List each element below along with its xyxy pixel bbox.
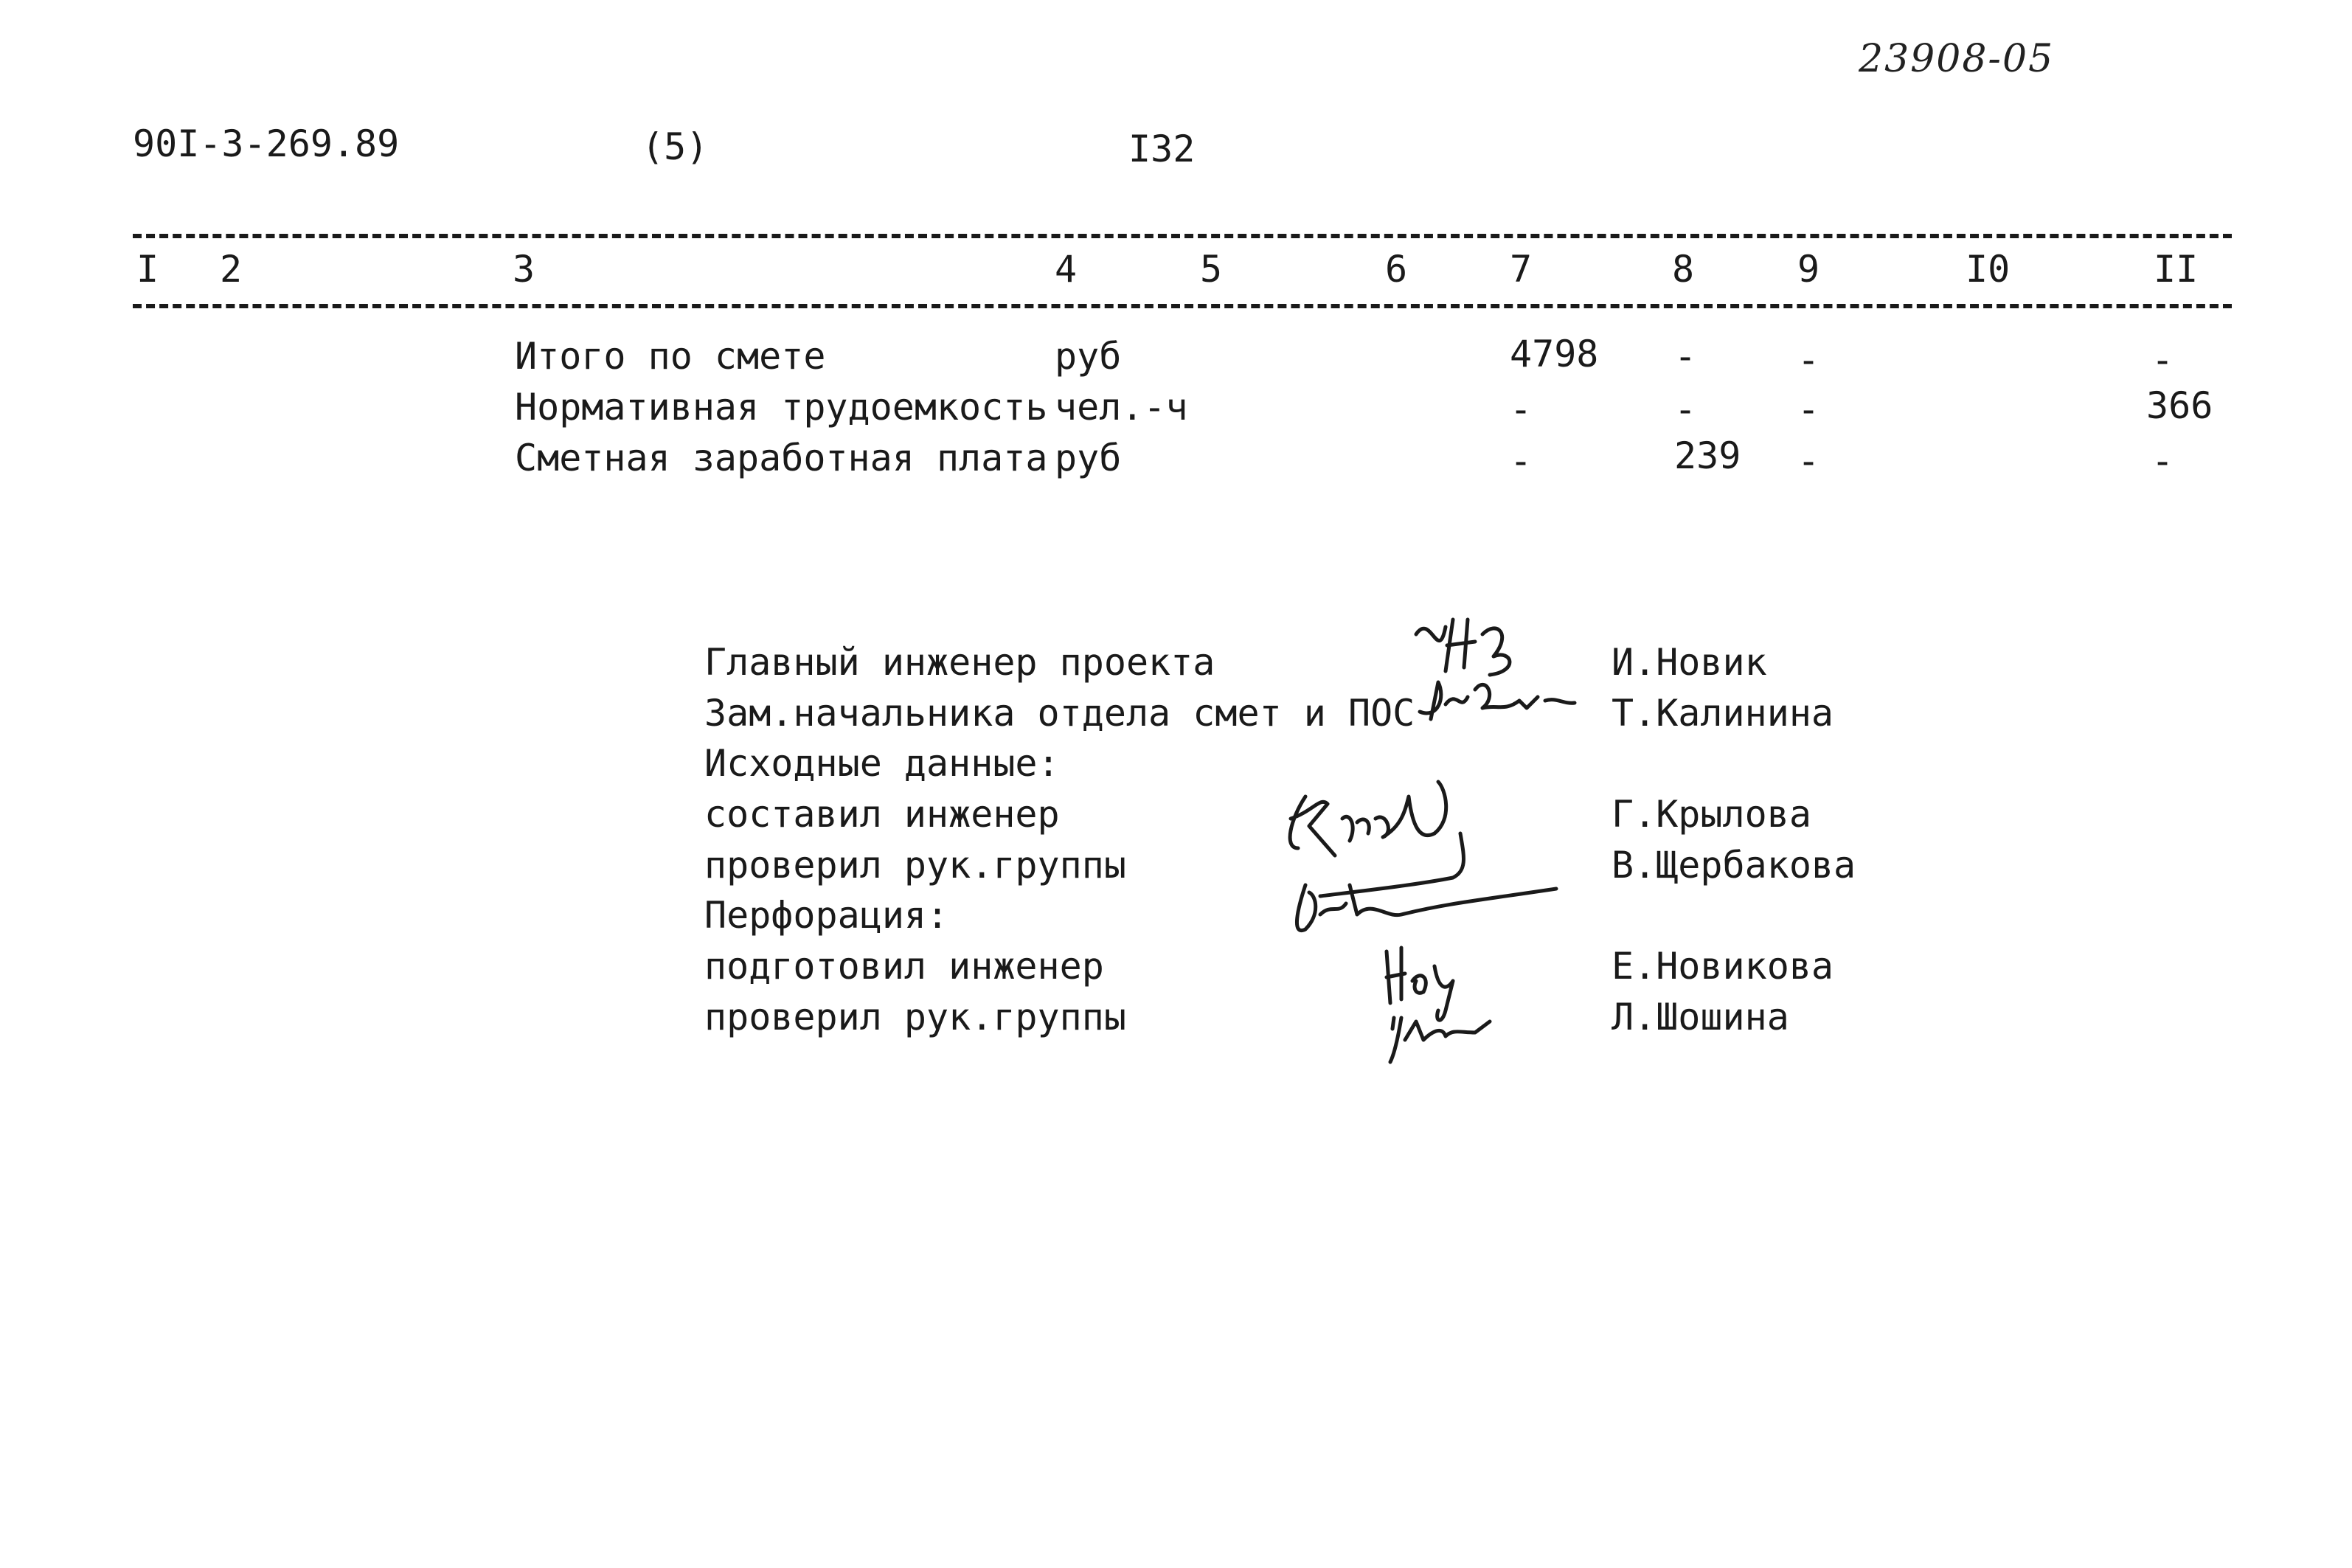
signature-role: Перфорация: — [704, 894, 949, 937]
column-header: 8 — [1672, 248, 1695, 291]
signature-role: составил инженер — [704, 793, 1060, 836]
row-name: Итого по смете — [515, 335, 826, 378]
signature-role: проверил рук.группы — [704, 844, 1126, 887]
column-header: 5 — [1200, 248, 1223, 291]
signature-role: проверил рук.группы — [704, 996, 1126, 1038]
row-col11: 366 — [2146, 384, 2213, 427]
row-col7: 4798 — [1510, 333, 1599, 375]
column-header: I — [136, 248, 159, 291]
table-top-rule — [133, 234, 2232, 238]
signature-scribble — [1372, 937, 1534, 1069]
row-col11: - — [2151, 339, 2174, 381]
row-col9: - — [1797, 440, 1820, 482]
signature-role: Главный инженер проекта — [704, 641, 1215, 684]
row-col8: 239 — [1674, 434, 1741, 477]
archive-number: 23908-05 — [1859, 37, 2055, 81]
signature-role: Исходные данные: — [704, 742, 1060, 785]
row-col7: - — [1510, 440, 1533, 482]
page-number: I32 — [1128, 128, 1196, 170]
signature-name: Т.Калинина — [1612, 692, 1834, 735]
signature-name: И.Новик — [1612, 641, 1767, 684]
column-header: 7 — [1510, 248, 1533, 291]
row-col11: - — [2151, 440, 2174, 482]
signature-name: Л.Шошина — [1612, 996, 1789, 1038]
column-header: I0 — [1966, 248, 2011, 291]
signature-scribble — [1416, 667, 1593, 734]
row-unit: руб — [1055, 437, 1122, 479]
signature-name: Е.Новикова — [1612, 945, 1834, 988]
column-header: 6 — [1385, 248, 1408, 291]
row-col7: - — [1510, 388, 1533, 431]
part-number: (5) — [642, 125, 709, 168]
column-header: 4 — [1055, 248, 1078, 291]
signature-name: В.Щербакова — [1612, 844, 1856, 887]
signature-role: подготовил инженер — [704, 945, 1104, 988]
doc-code: 90I-3-269.89 — [133, 122, 400, 165]
row-name: Нормативная трудоемкость — [515, 386, 1048, 429]
row-col8: - — [1674, 388, 1697, 431]
row-col9: - — [1797, 339, 1820, 381]
column-header: 3 — [513, 248, 535, 291]
row-unit: чел.-ч — [1055, 386, 1188, 429]
column-header: 9 — [1797, 248, 1820, 291]
row-name: Сметная заработная плата — [515, 437, 1048, 479]
row-unit: руб — [1055, 335, 1122, 378]
column-header: II — [2154, 248, 2199, 291]
row-col8: - — [1674, 335, 1697, 378]
signature-name: Г.Крылова — [1612, 793, 1811, 836]
table-header-rule — [133, 304, 2232, 308]
row-col9: - — [1797, 388, 1820, 431]
signature-role: Зам.начальника отдела смет и ПОС — [704, 692, 1415, 735]
column-header: 2 — [220, 248, 243, 291]
signature-scribble — [1276, 767, 1571, 959]
